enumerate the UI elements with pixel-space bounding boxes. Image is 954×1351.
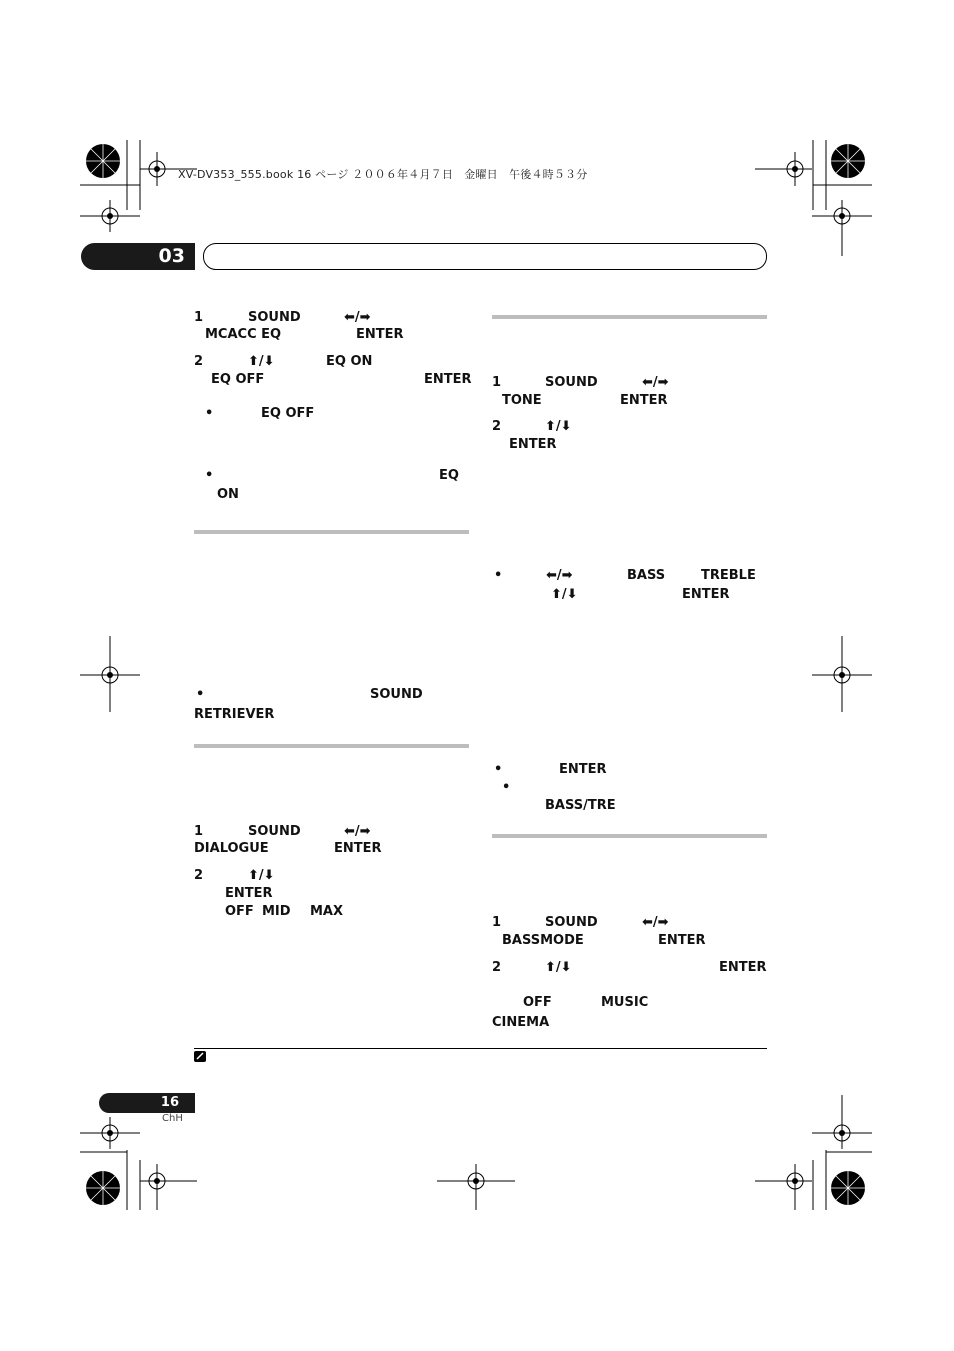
menu-option: CINEMA bbox=[492, 1015, 550, 1030]
menu-option: MID bbox=[262, 904, 291, 919]
button-label: ENTER bbox=[559, 762, 607, 777]
chapter-number: 03 bbox=[158, 245, 185, 267]
step-number: 1 bbox=[492, 915, 502, 930]
menu-option: RETRIEVER bbox=[194, 707, 275, 722]
arrow-keys-icon: ⬅/➡ bbox=[344, 310, 371, 325]
step-number: 2 bbox=[194, 868, 204, 883]
language-code: ChH bbox=[162, 1113, 183, 1124]
chapter-tab bbox=[81, 243, 195, 270]
button-label: SOUND bbox=[545, 915, 598, 930]
registration-sunburst-icon bbox=[86, 144, 865, 1205]
menu-option: TREBLE bbox=[701, 568, 756, 583]
bullet: • bbox=[205, 468, 214, 483]
section-divider bbox=[194, 744, 469, 748]
arrow-keys-icon: ⬆/⬇ bbox=[545, 960, 572, 975]
step-number: 1 bbox=[194, 824, 204, 839]
arrow-keys-icon: ⬅/➡ bbox=[642, 915, 669, 930]
step-number: 1 bbox=[194, 310, 204, 325]
section-divider bbox=[492, 315, 767, 319]
arrow-keys-icon: ⬆/⬇ bbox=[248, 868, 275, 883]
menu-option: OFF bbox=[225, 904, 254, 919]
step-number: 1 bbox=[492, 375, 502, 390]
step-number: 2 bbox=[492, 419, 502, 434]
menu-option: BASS/TRE bbox=[545, 798, 616, 813]
arrow-keys-icon: ⬆/⬇ bbox=[248, 354, 275, 369]
button-label: ENTER bbox=[620, 393, 668, 408]
arrow-keys-icon: ⬅/➡ bbox=[642, 375, 669, 390]
button-label: SOUND bbox=[248, 824, 301, 839]
button-label: ENTER bbox=[225, 886, 273, 901]
arrow-keys-icon: ⬅/➡ bbox=[344, 824, 371, 839]
step-number: 2 bbox=[194, 354, 204, 369]
step-number: 2 bbox=[492, 960, 502, 975]
menu-option: DIALOGUE bbox=[194, 841, 269, 856]
page-number: 16 bbox=[160, 1095, 179, 1110]
menu-option: MCACC EQ bbox=[205, 327, 282, 342]
bullet: • bbox=[196, 687, 205, 702]
arrow-keys-icon: ⬅/➡ bbox=[546, 568, 573, 583]
section-divider bbox=[194, 530, 469, 534]
button-label: ENTER bbox=[424, 372, 472, 387]
chapter-title-bar bbox=[203, 243, 767, 270]
section-divider bbox=[492, 834, 767, 838]
menu-option: EQ ON bbox=[326, 354, 373, 369]
footnote-rule bbox=[194, 1048, 767, 1049]
button-label: SOUND bbox=[248, 310, 301, 325]
file-info-header: XV-DV353_555.book 16 ページ ２００６年４月７日 金曜日 午後４時５３分 bbox=[178, 168, 588, 181]
arrow-keys-icon: ⬆/⬇ bbox=[551, 587, 578, 602]
menu-option: OFF bbox=[523, 995, 552, 1010]
arrow-keys-icon: ⬆/⬇ bbox=[545, 419, 572, 434]
menu-option: EQ bbox=[439, 468, 459, 483]
button-label: ENTER bbox=[658, 933, 706, 948]
bullet: • bbox=[205, 406, 214, 421]
button-label: ENTER bbox=[334, 841, 382, 856]
menu-option: MUSIC bbox=[601, 995, 649, 1010]
bullet: • bbox=[494, 568, 503, 583]
button-label: ENTER bbox=[682, 587, 730, 602]
button-label: ENTER bbox=[719, 960, 767, 975]
menu-option: MAX bbox=[310, 904, 344, 919]
menu-option: BASSMODE bbox=[502, 933, 584, 948]
menu-option: TONE bbox=[502, 393, 542, 408]
menu-option: ON bbox=[217, 487, 239, 502]
bullet: • bbox=[494, 762, 503, 777]
page-number-tab bbox=[99, 1093, 195, 1113]
note-icon bbox=[194, 1051, 206, 1062]
menu-option: BASS bbox=[627, 568, 666, 583]
button-label: ENTER bbox=[356, 327, 404, 342]
button-label: SOUND bbox=[370, 687, 423, 702]
menu-option: EQ OFF bbox=[261, 406, 315, 421]
button-label: ENTER bbox=[509, 437, 557, 452]
menu-option: EQ OFF bbox=[211, 372, 265, 387]
bullet: • bbox=[502, 780, 511, 795]
button-label: SOUND bbox=[545, 375, 598, 390]
